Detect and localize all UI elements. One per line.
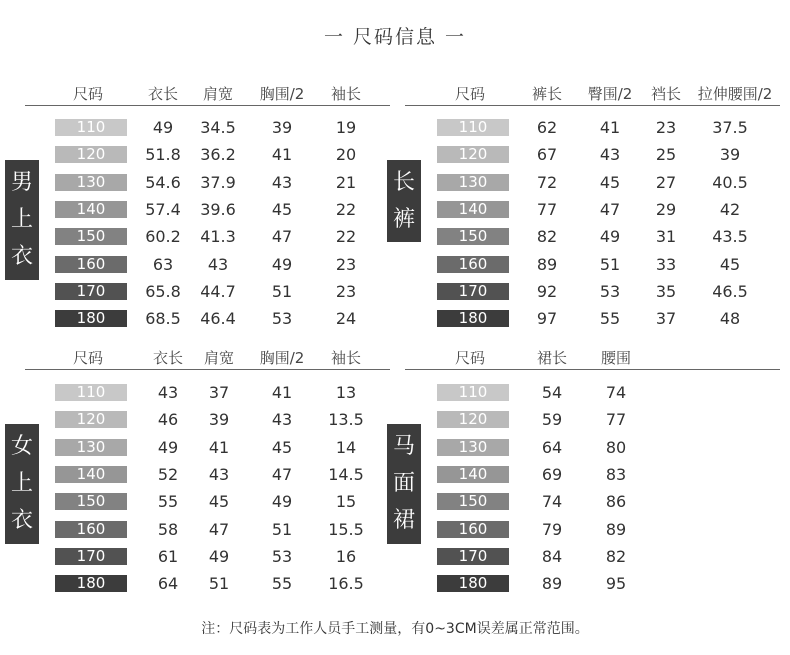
women_top-label-char: 上 <box>10 470 33 496</box>
pants-header-3: 裆长 <box>650 85 682 103</box>
pants-cell: 97 <box>536 309 558 329</box>
pants-cell: 45 <box>599 172 621 192</box>
pants-divider <box>405 105 780 106</box>
men_top-cell: 57.4 <box>145 199 181 219</box>
pants-cell: 48 <box>719 309 741 329</box>
skirt-size-170: 170 <box>437 548 509 565</box>
men_top-header-0: 尺码 <box>72 85 104 103</box>
men_top-cell: 45 <box>271 199 293 219</box>
women_top-size-180: 180 <box>55 575 127 592</box>
pants-size-120: 120 <box>437 146 509 163</box>
pants-cell: 35 <box>655 281 677 301</box>
men_top-label-char: 上 <box>10 206 33 232</box>
women_top-size-170: 170 <box>55 548 127 565</box>
skirt-label-char: 裙 <box>392 508 415 534</box>
men_top-cell: 22 <box>335 199 357 219</box>
men_top-cell: 43 <box>271 172 293 192</box>
skirt-cell: 74 <box>605 383 627 402</box>
women_top-cell: 14 <box>335 437 357 457</box>
men_top-cell: 68.5 <box>145 309 181 329</box>
pants-cell: 27 <box>655 172 677 192</box>
men_top-cell: 43 <box>207 254 229 274</box>
men_top-cell: 47 <box>271 227 293 247</box>
women_top-divider <box>25 369 390 370</box>
page-title: 一 尺码信息 一 <box>323 26 467 48</box>
pants-cell: 41 <box>599 118 621 137</box>
men_top-divider <box>25 105 390 106</box>
skirt-size-160: 160 <box>437 521 509 538</box>
pants-cell: 62 <box>536 118 558 137</box>
pants-cell: 40.5 <box>712 172 748 192</box>
men_top-label-char: 衣 <box>10 244 33 270</box>
men_top-header-1: 衣长 <box>147 85 179 103</box>
women_top-size-140: 140 <box>55 466 127 483</box>
pants-cell: 43 <box>599 145 621 165</box>
women_top-cell: 47 <box>208 519 230 539</box>
women_top-header-4: 袖长 <box>330 349 362 367</box>
pants-size-150: 150 <box>437 228 509 245</box>
pants-size-110: 110 <box>437 119 509 136</box>
pants-header-2: 臀围/2 <box>587 85 633 103</box>
men_top-size-140: 140 <box>55 201 127 218</box>
pants-header-0: 尺码 <box>454 85 486 103</box>
pants-cell: 49 <box>599 227 621 247</box>
men_top-size-150: 150 <box>55 228 127 245</box>
pants-header-1: 裤长 <box>531 85 563 103</box>
pants-size-170: 170 <box>437 283 509 300</box>
men_top-cell: 23 <box>335 254 357 274</box>
skirt-size-110: 110 <box>437 384 509 401</box>
women_top-cell: 64 <box>157 574 179 594</box>
skirt-size-180: 180 <box>437 575 509 592</box>
women_top-cell: 53 <box>271 546 293 566</box>
women_top-cell: 43 <box>157 383 179 402</box>
skirt-cell: 54 <box>541 383 563 402</box>
men_top-cell: 39.6 <box>200 199 236 219</box>
men_top-cell: 49 <box>271 254 293 274</box>
women_top-cell: 45 <box>271 437 293 457</box>
men_top-cell: 19 <box>335 118 357 137</box>
skirt-size-130: 130 <box>437 439 509 456</box>
women_top-cell: 14.5 <box>328 464 364 484</box>
measurement-note: 注：尺码表为工作人员手工测量，有0~3CM误差属正常范围。 <box>201 621 589 637</box>
women_top-cell: 15 <box>335 492 357 512</box>
men_top-size-170: 170 <box>55 283 127 300</box>
skirt-header-2: 腰围 <box>600 349 632 367</box>
men_top-header-4: 袖长 <box>330 85 362 103</box>
women_top-cell: 43 <box>208 464 230 484</box>
skirt-cell: 79 <box>541 519 563 539</box>
women_top-cell: 16.5 <box>328 574 364 594</box>
women_top-cell: 13.5 <box>328 410 364 430</box>
skirt-cell: 89 <box>605 519 627 539</box>
women_top-cell: 49 <box>157 437 179 457</box>
skirt-label-char: 面 <box>392 470 415 496</box>
skirt-header-0: 尺码 <box>454 349 486 367</box>
skirt-cell: 80 <box>605 437 627 457</box>
men_top-cell: 49 <box>152 118 174 137</box>
men_top-cell: 51 <box>271 281 293 301</box>
skirt-header-1: 裙长 <box>536 349 568 367</box>
women_top-cell: 37 <box>208 383 230 402</box>
women_top-cell: 46 <box>157 410 179 430</box>
men_top-cell: 41.3 <box>200 227 236 247</box>
women_top-size-130: 130 <box>55 439 127 456</box>
women_top-cell: 61 <box>157 546 179 566</box>
pants-cell: 39 <box>719 145 741 165</box>
pants-cell: 42 <box>719 199 741 219</box>
women_top-cell: 43 <box>271 410 293 430</box>
pants-cell: 55 <box>599 309 621 329</box>
pants-size-180: 180 <box>437 310 509 327</box>
men_top-size-130: 130 <box>55 174 127 191</box>
men_top-cell: 53 <box>271 309 293 329</box>
women_top-cell: 41 <box>271 383 293 402</box>
men_top-header-3: 胸围/2 <box>259 85 305 103</box>
men_top-cell: 54.6 <box>145 172 181 192</box>
women_top-category-label <box>5 424 39 544</box>
women_top-cell: 55 <box>157 492 179 512</box>
men_top-cell: 22 <box>335 227 357 247</box>
men_top-cell: 65.8 <box>145 281 181 301</box>
pants-size-130: 130 <box>437 174 509 191</box>
pants-size-140: 140 <box>437 201 509 218</box>
men_top-cell: 21 <box>335 172 357 192</box>
skirt-label-char: 马 <box>392 433 415 459</box>
pants-cell: 77 <box>536 199 558 219</box>
women_top-size-120: 120 <box>55 411 127 428</box>
men_top-size-120: 120 <box>55 146 127 163</box>
men_top-cell: 41 <box>271 145 293 165</box>
men_top-cell: 51.8 <box>145 145 181 165</box>
skirt-cell: 74 <box>541 492 563 512</box>
women_top-header-0: 尺码 <box>72 349 104 367</box>
women_top-cell: 58 <box>157 519 179 539</box>
pants-category-label <box>387 160 421 242</box>
skirt-category-label <box>387 424 421 544</box>
men_top-header-2: 肩宽 <box>202 85 234 103</box>
men_top-cell: 34.5 <box>200 118 236 137</box>
skirt-cell: 84 <box>541 546 563 566</box>
men_top-cell: 37.9 <box>200 172 236 192</box>
pants-cell: 67 <box>536 145 558 165</box>
women_top-cell: 45 <box>208 492 230 512</box>
women_top-header-3: 胸围/2 <box>259 349 305 367</box>
women_top-cell: 16 <box>335 546 357 566</box>
women_top-size-150: 150 <box>55 493 127 510</box>
pants-cell: 37.5 <box>712 118 748 137</box>
skirt-cell: 95 <box>605 574 627 594</box>
skirt-cell: 86 <box>605 492 627 512</box>
pants-header-4: 拉伸腰围/2 <box>697 85 773 103</box>
women_top-cell: 51 <box>208 574 230 594</box>
pants-cell: 47 <box>599 199 621 219</box>
women_top-label-char: 衣 <box>10 508 33 534</box>
pants-cell: 25 <box>655 145 677 165</box>
skirt-cell: 83 <box>605 464 627 484</box>
pants-cell: 82 <box>536 227 558 247</box>
pants-cell: 92 <box>536 281 558 301</box>
women_top-cell: 15.5 <box>328 519 364 539</box>
men_top-size-160: 160 <box>55 256 127 273</box>
women_top-header-1: 衣长 <box>152 349 184 367</box>
pants-cell: 51 <box>599 254 621 274</box>
pants-cell: 31 <box>655 227 677 247</box>
women_top-cell: 52 <box>157 464 179 484</box>
pants-cell: 23 <box>655 118 677 137</box>
men_top-size-180: 180 <box>55 310 127 327</box>
pants-size-160: 160 <box>437 256 509 273</box>
women_top-cell: 55 <box>271 574 293 594</box>
skirt-cell: 82 <box>605 546 627 566</box>
women_top-cell: 41 <box>208 437 230 457</box>
women_top-cell: 49 <box>208 546 230 566</box>
pants-cell: 33 <box>655 254 677 274</box>
women_top-size-160: 160 <box>55 521 127 538</box>
pants-label-char: 裤 <box>392 206 415 232</box>
men_top-cell: 39 <box>271 118 293 137</box>
women_top-size-110: 110 <box>55 384 127 401</box>
women_top-cell: 47 <box>271 464 293 484</box>
women_top-header-2: 肩宽 <box>203 349 235 367</box>
skirt-cell: 77 <box>605 410 627 430</box>
men_top-size-110: 110 <box>55 119 127 136</box>
skirt-size-140: 140 <box>437 466 509 483</box>
skirt-cell: 64 <box>541 437 563 457</box>
pants-cell: 89 <box>536 254 558 274</box>
pants-cell: 43.5 <box>712 227 748 247</box>
skirt-cell: 69 <box>541 464 563 484</box>
pants-cell: 29 <box>655 199 677 219</box>
pants-cell: 72 <box>536 172 558 192</box>
pants-label-char: 长 <box>392 169 415 195</box>
skirt-size-120: 120 <box>437 411 509 428</box>
men_top-cell: 20 <box>335 145 357 165</box>
men_top-cell: 63 <box>152 254 174 274</box>
men_top-label-char: 男 <box>10 169 33 195</box>
pants-cell: 45 <box>719 254 741 274</box>
pants-cell: 37 <box>655 309 677 329</box>
women_top-cell: 39 <box>208 410 230 430</box>
men_top-cell: 60.2 <box>145 227 181 247</box>
skirt-cell: 89 <box>541 574 563 594</box>
skirt-size-150: 150 <box>437 493 509 510</box>
men_top-category-label <box>5 160 39 280</box>
women_top-cell: 49 <box>271 492 293 512</box>
skirt-cell: 59 <box>541 410 563 430</box>
skirt-divider <box>405 369 780 370</box>
men_top-cell: 24 <box>335 309 357 329</box>
women_top-cell: 13 <box>335 383 357 402</box>
pants-cell: 46.5 <box>712 281 748 301</box>
men_top-cell: 46.4 <box>200 309 236 329</box>
women_top-label-char: 女 <box>10 433 33 459</box>
men_top-cell: 36.2 <box>200 145 236 165</box>
men_top-cell: 23 <box>335 281 357 301</box>
pants-cell: 53 <box>599 281 621 301</box>
men_top-cell: 44.7 <box>200 281 236 301</box>
women_top-cell: 51 <box>271 519 293 539</box>
